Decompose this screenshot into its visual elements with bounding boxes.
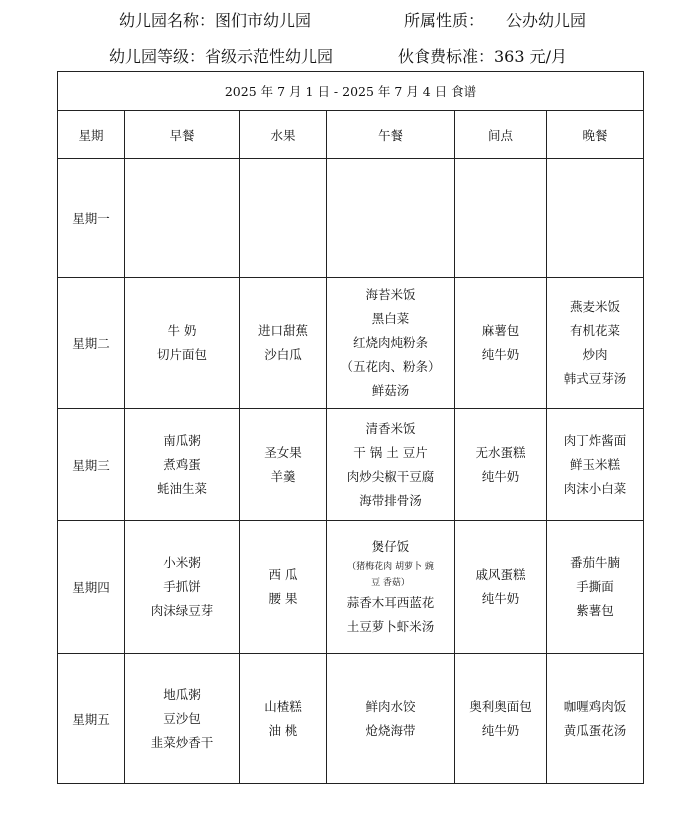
menu-item: 麻薯包 xyxy=(481,323,520,338)
lunch-cell xyxy=(327,409,455,521)
menu-item: 黄瓜蛋花汤 xyxy=(563,722,627,738)
menu-item: 进口甜蕉 xyxy=(257,323,308,338)
menu-item: 无水蛋糕 xyxy=(475,444,526,460)
dinner-cell xyxy=(547,521,644,654)
menu-item: 肉丁炸酱面 xyxy=(563,432,627,448)
menu-item: 煲仔饭 xyxy=(371,539,410,554)
day-label: 星期一 xyxy=(58,159,125,278)
fruit-cell xyxy=(240,521,327,654)
menu-item: 海带排骨汤 xyxy=(359,492,422,508)
menu-item: 手撕面 xyxy=(576,579,614,594)
table-row xyxy=(58,409,644,521)
menu-item: 山楂糕 xyxy=(264,698,302,714)
menu-item: 海苔米饭 xyxy=(365,287,416,302)
col-header-day: 星期 xyxy=(58,111,125,159)
menu-item: 手抓饼 xyxy=(163,579,201,594)
menu-item: 西 瓜 xyxy=(268,567,298,582)
day-label: 星期二 xyxy=(58,278,125,409)
column-header-row xyxy=(58,111,644,159)
menu-item: 肉炒尖椒干豆腐 xyxy=(346,468,435,484)
menu-item: 蚝油生菜 xyxy=(156,480,207,496)
menu-item: （五花肉、粉条） xyxy=(340,359,441,374)
fruit-cell xyxy=(240,278,327,409)
dinner-cell xyxy=(547,278,644,409)
menu-item: 油 桃 xyxy=(268,722,298,738)
lunch-cell xyxy=(327,654,455,784)
menu-item: 腰 果 xyxy=(268,591,298,606)
menu-item: 有机花菜 xyxy=(570,323,621,338)
snack-cell xyxy=(455,521,547,654)
col-header-snack: 间点 xyxy=(455,111,547,159)
menu-item: 纯牛奶 xyxy=(481,722,520,738)
menu-item: 紫薯包 xyxy=(576,603,614,618)
day-label: 星期五 xyxy=(58,654,125,784)
dinner-cell xyxy=(547,654,644,784)
menu-item: 土豆萝卜虾米汤 xyxy=(346,619,435,634)
menu-item: 羊羹 xyxy=(270,468,296,484)
menu-item-note: 豆 香菇） xyxy=(371,578,410,588)
menu-item: 豆沙包 xyxy=(163,710,201,726)
table-row xyxy=(58,654,644,784)
fruit-cell xyxy=(240,409,327,521)
menu-item: 韭菜炒香干 xyxy=(150,734,214,750)
weekly-menu-table xyxy=(57,71,644,784)
breakfast-cell xyxy=(125,521,240,654)
dinner-cell xyxy=(547,159,644,278)
menu-item: 番茄牛腩 xyxy=(570,555,621,570)
menu-item: 黑白菜 xyxy=(371,311,410,326)
menu-item: 韩式豆芽汤 xyxy=(563,371,627,386)
menu-title-row xyxy=(58,72,644,111)
menu-item: 戚风蛋糕 xyxy=(475,567,526,582)
menu-item: 干 锅 土 豆片 xyxy=(353,444,428,460)
lunch-cell xyxy=(327,159,455,278)
menu-item: 圣女果 xyxy=(264,444,302,460)
fruit-cell xyxy=(240,654,327,784)
breakfast-cell xyxy=(125,159,240,278)
snack-cell xyxy=(455,409,547,521)
col-header-lunch: 午餐 xyxy=(327,111,455,159)
menu-item: 清香米饭 xyxy=(365,420,416,436)
menu-item: 鲜肉水饺 xyxy=(365,698,416,714)
menu-item: 红烧肉炖粉条 xyxy=(352,335,428,350)
menu-item: 南瓜粥 xyxy=(163,432,201,448)
menu-item: 纯牛奶 xyxy=(481,591,520,606)
table-row xyxy=(58,521,644,654)
fruit-cell xyxy=(240,159,327,278)
snack-cell xyxy=(455,654,547,784)
menu-item: 炒肉 xyxy=(582,347,608,362)
menu-item: 牛 奶 xyxy=(167,323,197,338)
menu-item: 肉沫绿豆芽 xyxy=(150,603,214,618)
menu-item: 炝烧海带 xyxy=(365,722,416,738)
nature-value: 公办幼儿园 xyxy=(506,11,587,30)
menu-item: 鲜玉米糕 xyxy=(570,456,621,472)
lunch-cell xyxy=(327,521,455,654)
col-header-fruit: 水果 xyxy=(240,111,327,159)
table-row xyxy=(58,278,644,409)
col-header-dinner: 晚餐 xyxy=(547,111,644,159)
col-header-breakfast: 早餐 xyxy=(125,111,240,159)
menu-item: 沙白瓜 xyxy=(264,347,302,362)
kindergarten-name: 幼儿园名称：图们市幼儿园 xyxy=(119,11,312,30)
nature-label: 所属性质： xyxy=(404,11,485,30)
menu-item: 切片面包 xyxy=(156,347,207,362)
menu-item: 纯牛奶 xyxy=(481,347,520,362)
day-label: 星期四 xyxy=(58,521,125,654)
menu-item: 小米粥 xyxy=(163,555,201,570)
menu-item: 奥利奥面包 xyxy=(469,698,532,714)
meal-fee-standard: 伙食费标准：363 元/月 xyxy=(398,47,568,66)
breakfast-cell xyxy=(125,409,240,521)
table-row xyxy=(58,159,644,278)
menu-item: 鲜菇汤 xyxy=(371,383,410,398)
menu-item: 咖喱鸡肉饭 xyxy=(563,698,627,714)
snack-cell xyxy=(455,159,547,278)
day-label: 星期三 xyxy=(58,409,125,521)
dinner-cell xyxy=(547,409,644,521)
menu-item: 燕麦米饭 xyxy=(570,299,621,314)
breakfast-cell xyxy=(125,278,240,409)
kindergarten-level: 幼儿园等级：省级示范性幼儿园 xyxy=(109,47,334,66)
lunch-cell xyxy=(327,278,455,409)
menu-item-note: （猪梅花肉 胡萝卜 豌 xyxy=(347,562,434,572)
snack-cell xyxy=(455,278,547,409)
menu-item: 煮鸡蛋 xyxy=(163,456,201,472)
menu-item: 地瓜粥 xyxy=(163,686,201,702)
menu-item: 蒜香木耳西蓝花 xyxy=(346,595,435,610)
breakfast-cell xyxy=(125,654,240,784)
menu-title: 2025 年 7 月 1 日 - 2025 年 7 月 4 日 食谱 xyxy=(58,72,644,111)
menu-item: 纯牛奶 xyxy=(481,468,520,484)
menu-item: 肉沫小白菜 xyxy=(563,480,627,496)
